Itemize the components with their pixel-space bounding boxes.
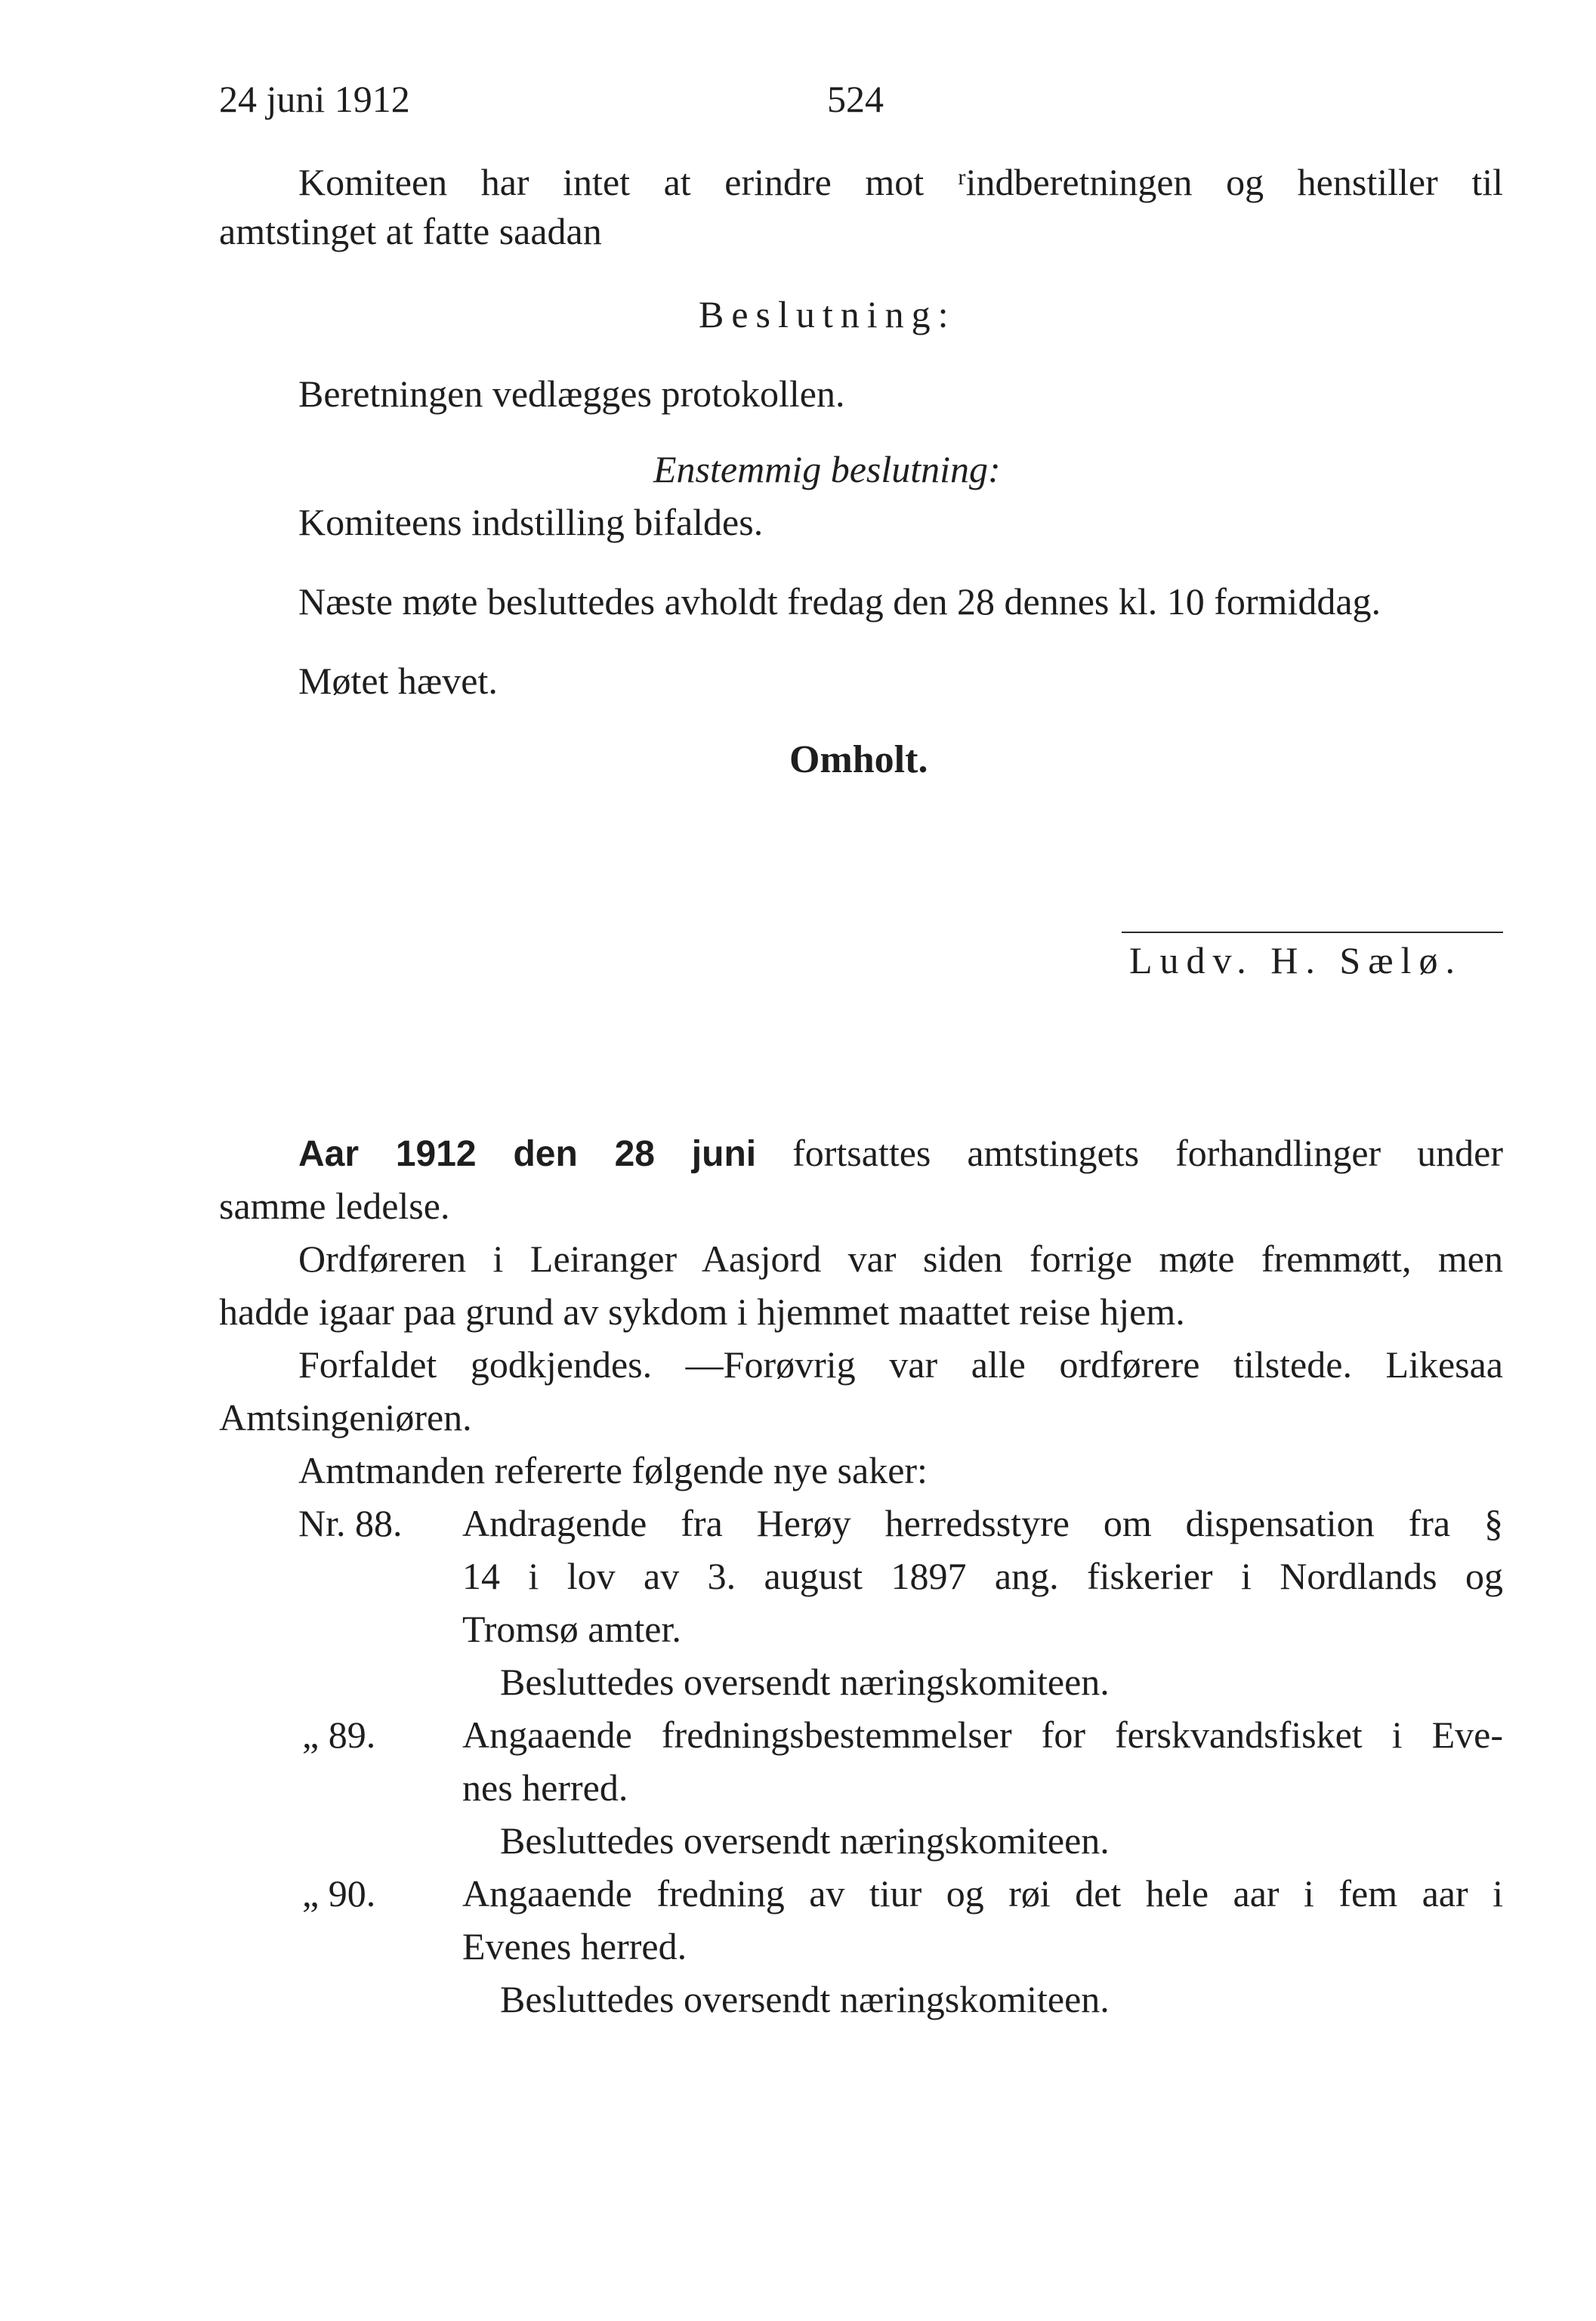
session-opening-rest: fortsattes amtstingets forhandlinger under	[792, 1132, 1504, 1174]
case-decision: Besluttedes oversendt næringskomiteen.	[500, 1819, 1110, 1862]
unanimous-decision-text: Komiteens indstilling bifaldes.	[298, 501, 764, 543]
case-text-line: Tromsø amter.	[462, 1608, 681, 1650]
session-opening-line-2: samme ledelse.	[219, 1185, 450, 1227]
case-text-line: nes herred.	[462, 1766, 628, 1809]
next-meeting-text: Næste møte besluttedes avholdt fredag den 28 dennes kl. 10 formiddag.	[298, 580, 1381, 623]
forfald-line-1: Forfaldet godkjendes. —Forøvrig var alle ordførere tilstede. Likesaa	[298, 1343, 1503, 1386]
page-number: 524	[827, 78, 884, 120]
case-number: Nr. 88.	[298, 1502, 403, 1544]
forfald-line-2: Amtsingeniøren.	[219, 1396, 472, 1439]
unanimous-decision-heading: Enstemmig beslutning:	[653, 448, 1001, 490]
paragraph-committee-line-2: amtstinget at fatte saadan	[219, 210, 602, 252]
case-text-line: Evenes herred.	[462, 1925, 687, 1967]
case-number: „ 90.	[302, 1872, 376, 1915]
case-text-line: Angaaende fredning av tiur og røi det hele aar i fem aar i	[462, 1872, 1503, 1915]
decision-text: Beretningen vedlægges protokollen.	[298, 372, 845, 415]
case-decision: Besluttedes oversendt næringskomiteen.	[500, 1661, 1110, 1703]
session-opening-line-1	[298, 1130, 1503, 1178]
case-decision: Besluttedes oversendt næringskomiteen.	[500, 1978, 1110, 2020]
case-text-line: Angaaende fredningsbestemmelser for ferskvandsfisket i Eve-	[462, 1714, 1503, 1756]
amtmand-intro: Amtmanden refererte følgende nye saker:	[298, 1449, 928, 1491]
case-text-line: 14 i lov av 3. august 1897 ang. fiskerier i Nordlands og	[462, 1555, 1503, 1597]
session-date-bold: Aar 1912 den 28 juni	[298, 1134, 757, 1174]
ordforer-line-1: Ordføreren i Leiranger Aasjord var siden forrige møte fremmøtt, men	[298, 1238, 1503, 1280]
paragraph-committee-line-1: Komiteen har intet at erindre mot ʳindberetningen og henstiller til	[298, 161, 1503, 203]
decision-heading: Beslutning:	[699, 293, 956, 335]
secretary-signature: Ludv. H. Sælø.	[1129, 939, 1462, 981]
page-date: 24 juni 1912	[219, 78, 410, 120]
meeting-adjourned-text: Møtet hævet.	[298, 660, 498, 702]
case-text-line: Andragende fra Herøy herredsstyre om dispensation fra §	[462, 1502, 1503, 1544]
chair-signature: Omholt.	[789, 738, 928, 781]
ordforer-line-2: hadde igaar paa grund av sykdom i hjemmet maattet reise hjem.	[219, 1290, 1185, 1333]
signature-line	[1122, 932, 1503, 933]
case-number: „ 89.	[302, 1714, 376, 1756]
